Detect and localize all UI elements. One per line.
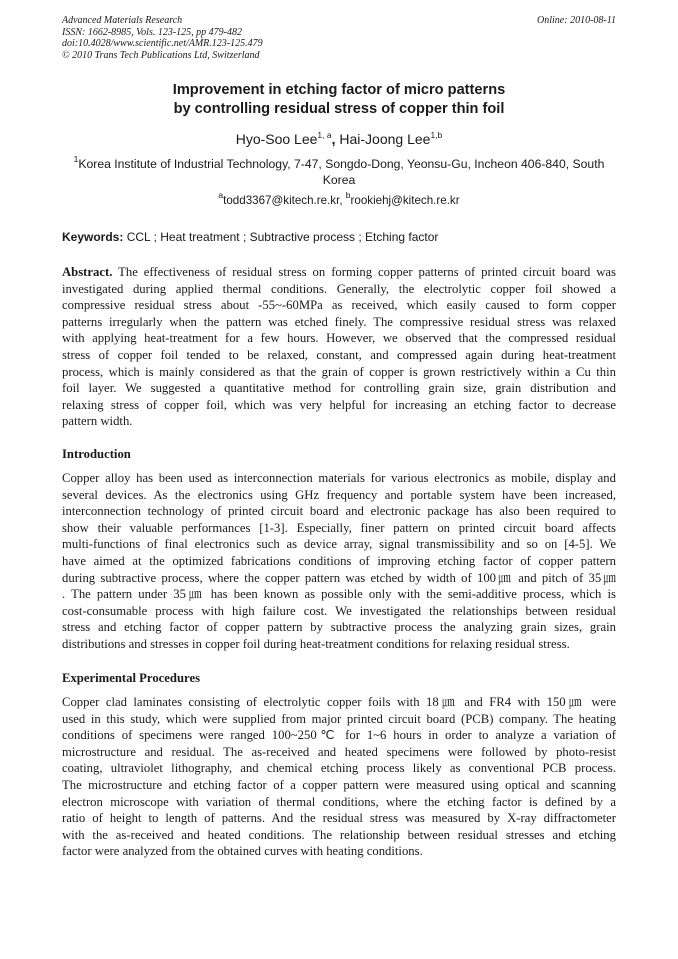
author-emails <box>62 190 616 208</box>
body-line: interconnection technology of printed circuit board and electronic package has also been required to <box>62 504 616 519</box>
journal-issn: ISSN: 1662-8985, Vols. 123-125, pp 479-482 <box>62 26 242 38</box>
author-separator: , <box>331 131 340 147</box>
journal-doi[interactable]: doi:10.4028/www.scientific.net/AMR.123-125.479 <box>62 38 263 49</box>
author-list <box>62 130 616 148</box>
online-date: Online: 2010-08-11 <box>537 15 616 26</box>
abstract-line: pattern width. <box>62 414 133 429</box>
abstract-line: stress of copper foil tended to be relaxed, constant, and compressed again during heat-treatment <box>62 347 616 362</box>
body-line: cost-consumable process with high failure cost. We investigated the relationships between residual <box>62 603 616 618</box>
body-line: during subtractive process, where the copper pattern was etched by width of 100㎛ and pitch of 35㎛ <box>62 570 616 585</box>
paper-title <box>62 81 616 119</box>
abstract-line: foil layer. We suggested a quantitative method for controlling grain size, grain distribution and <box>62 381 616 396</box>
body-line: used in this study, which were supplied from major printed circuit board (PCB) company. The heating <box>62 711 616 726</box>
body-line: stress and etching factor of copper pattern by subtractive process the analyzing grain sizes, grain <box>62 620 616 635</box>
body-line: show their valuable performances [1-3]. Especially, finer pattern on printed circuit board affects <box>62 520 616 535</box>
body-line: several devices. As the electronics using GHz frequency and portable system have been increased, <box>62 487 616 502</box>
body-line: Copper clad laminates consisting of electrolytic copper foils with 18㎛ and FR4 with 150㎛ were <box>62 695 616 709</box>
abstract-line: relaxing stress of copper foil, which was very helpful for increasing an etching factor to decrease <box>62 397 616 412</box>
body-line: with the as-received and heated conditions. The relationship between residual stresses and etching <box>62 827 616 842</box>
keywords-label: Keywords: <box>62 230 124 244</box>
abstract-line: patterns irregularly when the pattern was etched finely. The compressive residual stress was relaxed <box>62 314 616 329</box>
author-name: Hai-Joong Lee <box>339 131 431 147</box>
author-name: Hyo-Soo Lee <box>235 131 318 147</box>
affiliation-text: Korea Institute of Industrial Technology, 7-47, Songdo-Dong, Yeonsu-Gu, Incheon 406-840, South <box>78 157 605 171</box>
keywords-text: CCL ; Heat treatment ; Subtractive process ; Etching factor <box>123 230 439 244</box>
section-heading-introduction: Introduction <box>62 447 131 461</box>
abstract-text: The effectiveness of residual stress on forming copper patterns of printed circuit board was <box>112 265 616 279</box>
journal-copyright: © 2010 Trans Tech Publications Ltd, Switzerland <box>62 49 260 61</box>
body-line: ratio of height to length of patterns. And the residual stress was measured by X-ray diffractometer <box>62 811 616 826</box>
body-line: microstructure and residual. The as-received and heated specimens were followed by photo-resist <box>62 744 616 759</box>
body-line: have aimed at the optimized fabrications conditions of improving etching factor of copper pattern <box>62 553 616 568</box>
abstract-line: investigated during applied thermal conditions. Generally, the electrolytic copper foil showed a <box>62 281 616 296</box>
body-line: . The pattern under 35㎛ has been known as possible only with the semi-additive process, which is <box>62 587 616 602</box>
section-heading-experimental: Experimental Procedures <box>62 671 201 685</box>
author-superscript: 1,b <box>430 130 443 140</box>
abstract-line: compressive residual stress about -55~-60MPa as received, which easily caused to form copper <box>62 298 616 313</box>
body-line: electron microscope with variation of thermal conditions, where the etching factor is defined by a <box>62 794 616 809</box>
email-separator: , <box>339 194 346 207</box>
affiliation-line: Korea <box>322 172 356 187</box>
abstract <box>62 264 616 430</box>
title-line: by controlling residual stress of copper thin foil <box>173 101 505 117</box>
journal-name: Advanced Materials Research <box>62 15 183 26</box>
body-line: factor were analyzed from the obtained curves with heating conditions. <box>62 844 423 859</box>
abstract-line: with applying heat-treatment for a few hours. However, we observed that the compressed residual <box>62 331 616 346</box>
body-line: distributions and stresses in copper foil during heat-treatment conditions for relaxing residual stress. <box>62 636 570 651</box>
email-link[interactable]: todd3367@kitech.re.kr <box>223 194 340 207</box>
keywords <box>62 230 616 245</box>
email-link[interactable]: rookiehj@kitech.re.kr <box>350 194 460 207</box>
introduction-body <box>62 470 616 653</box>
email-superscript: b <box>345 190 351 200</box>
affiliation-line <box>62 154 616 173</box>
affiliation-superscript: 1 <box>73 154 79 164</box>
body-line: Copper alloy has been used as interconnection materials for various electronics as mobile, display and <box>62 471 616 485</box>
experimental-body <box>62 694 616 860</box>
body-line: coating, ultraviolet lithography, and chemical etching process likely as conventional PCB process. <box>62 761 616 776</box>
abstract-line: process, which is mainly considered as that the grain of copper is grown restrictively within a Cu thin <box>62 364 616 379</box>
body-line: multi-functions of final electronics such as device array, signal transmissibility and so on [4-5]. We <box>62 537 616 552</box>
body-line: The microstructure and etching factor of a copper pattern were measured using optical and scanning <box>62 777 616 792</box>
author-superscript: 1, a <box>317 130 332 140</box>
email-superscript: a <box>218 190 224 200</box>
journal-header <box>62 15 616 61</box>
body-line: conditions of specimens were ranged 100~250℃ for 1~6 hours in order to analyze a variation of <box>62 728 616 743</box>
abstract-label: Abstract. <box>62 265 113 279</box>
title-line: Improvement in etching factor of micro patterns <box>172 82 506 98</box>
affiliation <box>62 154 616 188</box>
abstract-line <box>62 264 616 281</box>
